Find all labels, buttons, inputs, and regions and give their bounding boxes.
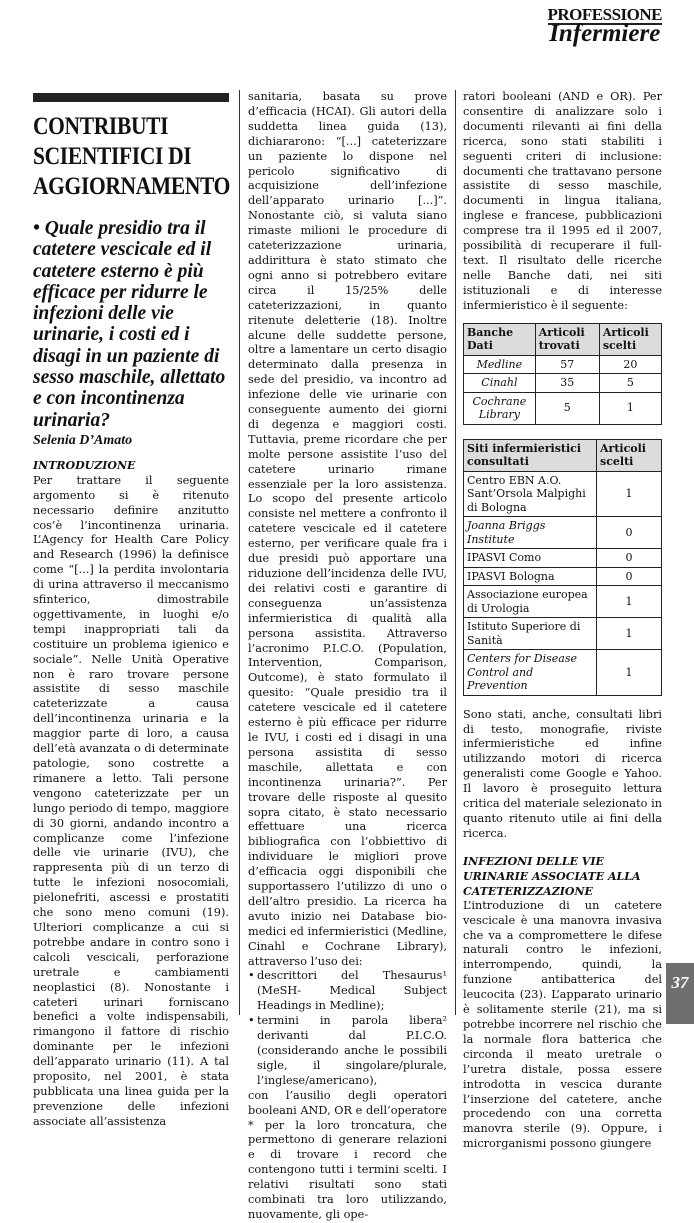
body-paragraph: Sono stati, anche, consultati libri di testo, monografie, riviste infermieristiche ed infine utilizzando motori di ricerca generalisti come Google e Yahoo. Il lavoro è proseguito lettura critica del materiale selezionato in quanto ritenuto utile ai fini della ricerca.: [463, 707, 662, 840]
table-cell: Istituto Superiore di Sanità: [464, 618, 597, 650]
intro-paragraph: Per trattare il seguente argomento si è ritenuto necessario definire anzitutto cos’è l’incontinenza urinaria. L’Agency for Health Care Policy and Research (1996) la definisce come “[...] la perdita involontaria di urina attraverso il meccanismo sfinterico, dimostrabile oggettivamente, in luoghi e/o tempi inappropriati tali da costituire un problema igienico e sociale”. Nelle Unità Operative non è raro trovare persone assistite di sesso maschile cateterizzate a causa dell’incontinenza urinaria e la maggior parte di loro, a causa dell’età avanzata o di determinate patologie, sono costrette a rimanere a letto. Tali persone vengono cateterizzate per un lungo periodo di tempo, maggiore di 30 giorni, andando incontro a complicanze come l’infezione delle vie urinarie (IVU), che rappresenta più di un terzo di tutte le infezioni nosocomiali, pielonefriti, ascessi e prostatiti che sono meno comuni (19). Ulteriori complicanze a cui si potrebbe andare in contro sono i calcoli vescicali, perforazione uretrale e cambiamenti neoplastici (8). Nonostante i cateteri urinari forniscano benefici a volte indispensabili, rimangono il fattore di rischio dominante per le infezioni dell’apparato urinario (11). A tal proposito, nel 2001, è stata pubblicata una linea guida per la prevenzione delle infezioni associate all’assistenza: [33, 473, 229, 1128]
column-3: [463, 90, 662, 1152]
table-header: Banche Dati: [464, 323, 536, 355]
section-title: CONTRIBUTI SCIENTIFICI DI AGGIORNAMENTO: [33, 113, 231, 200]
infections-heading: INFEZIONI DELLE VIE URINARIE ASSOCIATE ALLA CATETERIZZAZIONE: [463, 854, 641, 898]
article-author: Selenia D’Amato: [33, 432, 133, 448]
table-row: [464, 567, 662, 586]
table-row: [464, 374, 662, 393]
body-paragraph: con l’ausilio degli operatori booleani AND, OR e dell’operatore * per la loro troncatura, che permettono di generare relazioni e di trovare i record che contengono tutti i termini scelti. I relativi risultati sono stati combinati tra loro utilizzando, nuovamente, gli ope-: [248, 1088, 447, 1221]
nursing-sites-table: [463, 439, 662, 696]
table-cell: 1: [597, 618, 662, 650]
table-cell: 1: [597, 471, 662, 517]
table-row: [464, 650, 662, 696]
table-cell: 0: [597, 567, 662, 586]
table-cell: 1: [597, 586, 662, 618]
table-cell: 1: [599, 392, 661, 424]
body-paragraph: ratori booleani (AND e OR). Per consentire di analizzare solo i documenti rilevanti ai fini della ricerca, sono stati stabiliti i seguenti criteri di inclusione: documenti che trattavano persone assistite di sesso maschile, documenti in lingua italiana, inglese e francese, pubblicazioni comprese tra il 1995 ed il 2007, possibilità di recuperare il full-text. Il risultato delle ricerche nelle Banche dati, nei siti istituzionali e di interesse infermieristico è il seguente:: [463, 90, 662, 312]
journal-masthead: [548, 6, 662, 46]
table-cell: 0: [597, 517, 662, 549]
table-header-row: [464, 323, 662, 355]
table-header: Siti infermieristici consultati: [464, 439, 597, 471]
table-cell: 0: [597, 549, 662, 568]
table-header: Articoli scelti: [597, 439, 662, 471]
search-methods-list: [248, 969, 447, 1088]
table-header: Articoli scelti: [599, 323, 661, 355]
table-cell: 5: [535, 392, 599, 424]
section-rule: [33, 93, 229, 102]
table-cell: Joanna Briggs Institute: [464, 517, 597, 549]
article-headline: • Quale presidio tra il catetere vescicale ed il catetere esterno è più efficace per ridurre le infezioni delle vie urinarie, i costi ed i disagi in un paziente di sesso maschile, allettato e con incontinenza urinaria?: [33, 218, 226, 431]
table-cell: 5: [599, 374, 661, 393]
body-paragraph: L’introduzione di un catetere vescicale è una manovra invasiva che va a compromettere le difese naturali contro le infezioni, interrompendo, quindi, la funzione antibatterica del leucocita (23). L’apparato urinario è solitamente sterile (21), ma si potrebbe incorrere nel rischio che la normale flora batterica che circonda il meato uretrale o l’uretra distale, possa essere introdotta in vescica durante l’inserzione del catetere, anche procedendo con una corretta manovra sterile (9). Oppure, i microrganismi possono giungere: [463, 898, 662, 1151]
table-header: Articoli trovati: [535, 323, 599, 355]
intro-heading: INTRODUZIONE: [33, 458, 136, 472]
table-header-row: [464, 439, 662, 471]
masthead-logo: Infermiere: [549, 20, 661, 47]
table-cell: IPASVI Bologna: [464, 567, 597, 586]
list-item: • descrittori del Thesaurus¹ (MeSH- Medical Subject Headings in Medline);: [257, 969, 447, 1014]
table-cell: 35: [535, 374, 599, 393]
body-paragraph: sanitaria, basata su prove d’efficacia (HCAI). Gli autori della suddetta linea guida (13), dichiararono: “[...] cateterizzare un paziente lo dispone nel pericolo significativo di acquisizione dell’infezione dell’apparato urinario [...]”. Nonostante ciò, si valuta siano rimaste milioni le procedure di cateterizzazione urinaria, addirittura è stato stimato che ogni anno si potrebbero evitare circa il 15/25% delle cateterizzazioni, in quanto ritenute deletterie (18). Inoltre alcune delle suddette persone, oltre a lamentare un certo disagio determinato dalla presenza in sede del presidio, va incontro ad infezione delle vie urinarie con conseguente aumento dei giorni di degenza e maggiori costi. Tuttavia, preme ricordare che per molte persone assistite l’uso del catetere urinario rimane essenziale per la loro assistenza. Lo scopo del presente articolo consiste nel mettere a confronto il catetere vescicale ed il catetere esterno, per verificare quale fra i due presidi può apportare una riduzione dell’incidenza delle IVU, dei relativi costi e garantire di conseguenza un’assistenza infermieristica di qualità alla persona assistita. Attraverso l’acronimo P.I.C.O. (Population, Intervention, Comparison, Outcome), è stato formulato il quesito: “Quale presidio tra il catetere vescicale ed il catetere esterno è più efficace per ridurre le IVU, i costi ed i disagi in una persona assistita di sesso maschile, allettata e con incontinenza urinaria?”. Per trovare delle risposte al quesito sopra citato, è stato necessario effettuare una ricerca bibliografica con l’obbiettivo di individuare le migliori prove d’efficacia oggi disponibili che supportassero l’utilizzo di uno o dell’altro presidio. La ricerca ha avuto inizio nei Database bio-medici ed infermieristici (Medline, Cinahl e Cochrane Library), attraverso l’uso dei:: [248, 90, 447, 968]
table-cell: Medline: [464, 355, 536, 374]
masthead-top: PROFESSIONE: [547, 5, 662, 24]
table-cell: 1: [597, 650, 662, 696]
column-1: [33, 93, 229, 1130]
table-row: [464, 618, 662, 650]
column-2: [248, 90, 447, 1223]
table-row: [464, 355, 662, 374]
table-row: [464, 517, 662, 549]
column-divider: [239, 90, 240, 1015]
table-cell: Centers for Disease Control and Prevention: [464, 650, 597, 696]
table-row: [464, 471, 662, 517]
table-row: [464, 392, 662, 424]
table-row: [464, 586, 662, 618]
databases-table: [463, 323, 662, 425]
column-divider: [455, 90, 456, 1015]
table-cell: 20: [599, 355, 661, 374]
table-cell: Associazione europea di Urologia: [464, 586, 597, 618]
table-cell: Centro EBN A.O. Sant’Orsola Malpighi di Bologna: [464, 471, 597, 517]
table-cell: Cinahl: [464, 374, 536, 393]
list-item: • termini in parola libera² derivanti dal P.I.C.O. (considerando anche le possibili sigle, il singolare/plurale, l’inglese/americano),: [257, 1014, 447, 1089]
table-cell: Cochrane Library: [464, 392, 536, 424]
table-row: [464, 549, 662, 568]
table-cell: IPASVI Como: [464, 549, 597, 568]
table-cell: 57: [535, 355, 599, 374]
page-number: 37: [666, 963, 694, 1024]
